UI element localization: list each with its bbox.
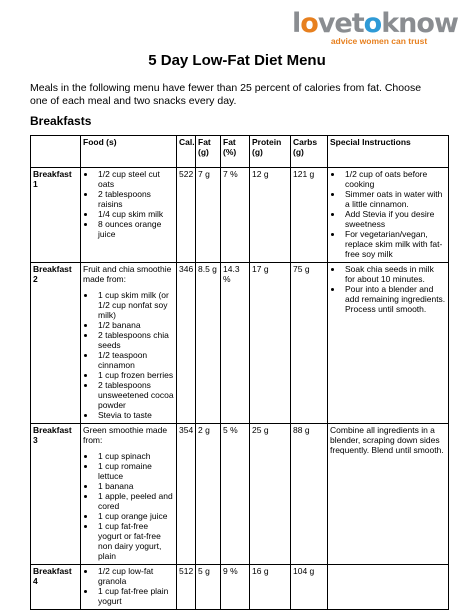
food-item: • 8 ounces orange juice [96,219,174,239]
food-cell [81,565,177,610]
fat-pct-cell: 7 % [221,168,250,263]
food-item: • Stevia to taste [96,410,174,420]
instructions-cell [328,263,449,424]
logo-tagline: advice women can trust [330,36,428,46]
food-item: • 1 banana [96,481,174,491]
instruction-item: • 1/2 cup of oats before cooking [343,169,446,189]
food-item-list [83,290,174,420]
cal-cell: 522 [177,168,196,263]
fat-g-cell: 2 g [196,424,221,565]
page-title: 5 Day Low-Fat Diet Menu [148,52,326,69]
row-label: Breakfast 4 [31,565,81,610]
carbs-cell: 88 g [291,424,328,565]
food-item-list [83,451,174,561]
fat-g-cell: 8.5 g [196,263,221,424]
instruction-item: • For vegetarian/vegan, replace skim milk with fat-free soy milk [343,229,446,259]
food-item: • 1 cup skim milk (or 1/2 cup nonfat soy milk) [96,290,174,320]
section-heading-breakfasts: Breakfasts [30,114,92,128]
fat-pct-cell: 9 % [221,565,250,610]
header-cal: Cal. [177,136,196,168]
row-label: Breakfast 2 [31,263,81,424]
intro-paragraph: Meals in the following menu have fewer than 25 percent of calories from fat. Choose one of each meal and two snacks every day. [30,82,422,107]
instruction-item: • Pour into a blender and add remaining ingredients. Process until smooth. [343,284,446,314]
food-item: • 1 cup orange juice [96,511,174,521]
food-item: • 1/2 teaspoon cinnamon [96,350,174,370]
row-label: Breakfast 3 [31,424,81,565]
lovetoknow-logo [292,8,458,46]
instruction-text: Combine all ingredients in a blender, scraping down sides frequently. Blend until smooth. [330,425,444,455]
food-item: • 1 cup fat-free plain yogurt [96,586,174,606]
food-item-list [83,169,174,239]
instructions-cell [328,565,449,610]
food-item: • 1/2 cup steel cut oats [96,169,174,189]
food-intro: Fruit and chia smoothie made from: [83,264,172,284]
food-item: • 1 cup fat-free yogurt or fat-free non dairy yogurt, plain [96,521,174,561]
protein-cell: 16 g [250,565,291,610]
header-instructions: Special Instructions [328,136,449,168]
food-item: • 1/4 cup skim milk [96,209,174,219]
table-row [31,565,449,610]
carbs-cell: 75 g [291,263,328,424]
carbs-cell: 121 g [291,168,328,263]
fat-pct-cell: 5 % [221,424,250,565]
fat-g-cell: 7 g [196,168,221,263]
food-item: • 1/2 cup low-fat granola [96,566,174,586]
instructions-cell [328,168,449,263]
instruction-item-list [330,264,446,314]
food-item: • 1/2 banana [96,320,174,330]
food-item: • 1 cup frozen berries [96,370,174,380]
table-row [31,424,449,565]
food-item: • 1 cup romaine lettuce [96,461,174,481]
logo-wordmark: lovetoknow [292,8,458,39]
protein-cell: 17 g [250,263,291,424]
fat-pct-cell: 14.3 % [221,263,250,424]
header-protein: Protein (g) [250,136,291,168]
instruction-item-list [330,169,446,259]
carbs-cell: 104 g [291,565,328,610]
food-cell [81,263,177,424]
header-food: Food (s) [81,136,177,168]
instruction-item: • Soak chia seeds in milk for about 10 minutes. [343,264,446,284]
food-item: • 2 tablespoons chia seeds [96,330,174,350]
protein-cell: 25 g [250,424,291,565]
table-row [31,263,449,424]
instruction-item: • Add Stevia if you desire sweetness [343,209,446,229]
header-fat-pct: Fat (%) [221,136,250,168]
food-item-list [83,566,174,606]
food-item: • 1 apple, peeled and cored [96,491,174,511]
food-intro: Green smoothie made from: [83,425,168,445]
instruction-item: • Simmer oats in water with a little cinnamon. [343,189,446,209]
protein-cell: 12 g [250,168,291,263]
instructions-cell [328,424,449,565]
cal-cell: 346 [177,263,196,424]
food-item: • 2 tablespoons unsweetened cocoa powder [96,380,174,410]
cal-cell: 512 [177,565,196,610]
cal-cell: 354 [177,424,196,565]
food-cell [81,168,177,263]
food-item: • 2 tablespoons raisins [96,189,174,209]
food-item: • 1 cup spinach [96,451,174,461]
food-cell [81,424,177,565]
header-cell [31,136,81,168]
header-fat-g: Fat (g) [196,136,221,168]
table-header-row [31,136,449,168]
header-carbs: Carbs (g) [291,136,328,168]
breakfast-table [30,135,449,610]
row-label: Breakfast 1 [31,168,81,263]
fat-g-cell: 5 g [196,565,221,610]
table-row [31,168,449,263]
